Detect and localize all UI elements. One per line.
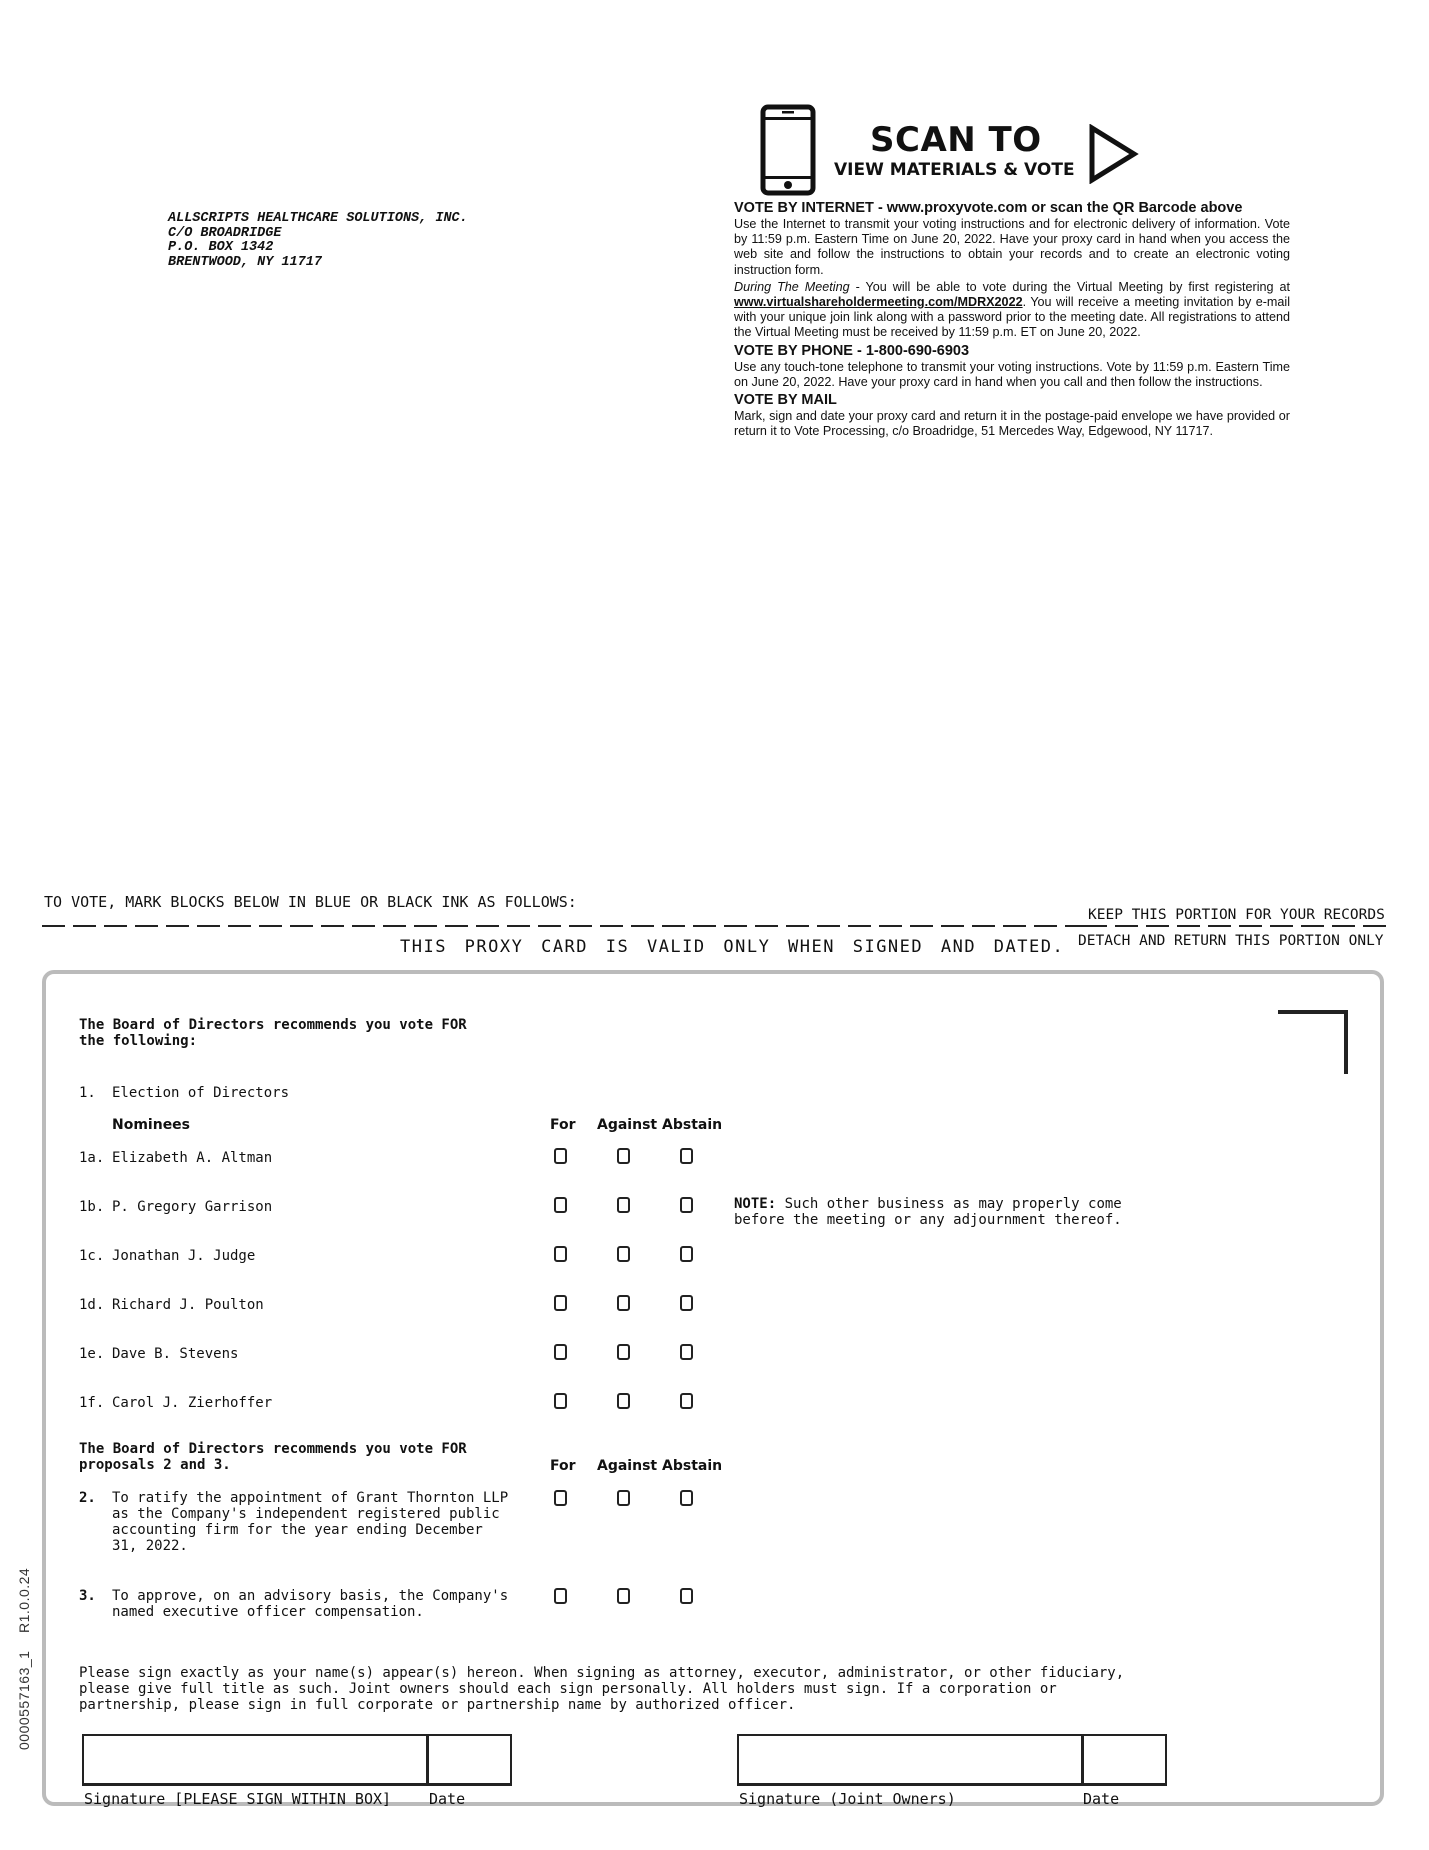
proposal-line: To approve, on an advisory basis, the Company's — [112, 1588, 509, 1604]
sign-instruction-line: Please sign exactly as your name(s) appear(s) hereon. When signing as attorney, executor, administrator, or other fiduciary, — [79, 1665, 1125, 1681]
corner-registration-mark — [1278, 1010, 1348, 1074]
proposal-line: accounting firm for the year ending December — [112, 1522, 483, 1538]
proposal-3-text — [112, 1588, 508, 1620]
nominee-1d-against-checkbox[interactable] — [617, 1295, 630, 1311]
board-rec-line: The Board of Directors recommends you vote FOR — [79, 1017, 467, 1033]
board-rec-line: the following: — [79, 1033, 198, 1049]
meeting-lead: During The Meeting — [734, 279, 850, 294]
mark-instructions: TO VOTE, MARK BLOCKS BELOW IN BLUE OR BLACK INK AS FOLLOWS: — [44, 893, 577, 911]
nominee-1a-for-checkbox[interactable] — [554, 1148, 567, 1164]
meeting-text-2: . You will receive a meeting invitation by e-mail with your unique join link along with a password prior to the meeting date. All registrations to attend the Virtual Meeting must be received by 11:59 p.m. ET on June 20, 2022. — [734, 295, 1290, 340]
signature-label: Signature [PLEASE SIGN WITHIN BOX] — [84, 1790, 392, 1808]
play-arrow-icon — [1088, 124, 1140, 184]
sign-instruction-line: please give full title as such. Joint owners should each sign personally. All holders must sign. If a corporation or — [79, 1681, 1057, 1697]
address-line: C/O BROADRIDGE — [168, 225, 282, 241]
item-1-label: Election of Directors — [112, 1085, 290, 1101]
board-rec-line: The Board of Directors recommends you vote FOR — [79, 1441, 467, 1457]
joint-date-label: Date — [1083, 1790, 1120, 1808]
scan-title: SCAN TO — [870, 120, 1042, 160]
nominee-1b-against-checkbox[interactable] — [617, 1197, 630, 1213]
nominee-1f-against-checkbox[interactable] — [617, 1393, 630, 1409]
nominee-1d-abstain-checkbox[interactable] — [680, 1295, 693, 1311]
proposal-3-for-checkbox[interactable] — [554, 1588, 567, 1604]
document-control-code: 0000557163_1 R1.0.0.24 — [16, 1567, 32, 1750]
nominee-1c-abstain-checkbox[interactable] — [680, 1246, 693, 1262]
address-line: P.O. BOX 1342 — [168, 240, 274, 255]
col-abstain-header: Abstain — [662, 1458, 723, 1474]
item-1-number: 1. — [79, 1085, 96, 1101]
note-label: NOTE: — [734, 1196, 777, 1212]
vote-internet-text: Use the Internet to transmit your voting instructions and for electronic delivery of information. Vote by 11:59 p.m. Eastern Time on June 20, 2022. Have your proxy card in hand when you access the web site and follow the instructions to obtain your records and to create an electronic voting instruction form. — [734, 217, 1290, 277]
nominee-1b-for-checkbox[interactable] — [554, 1197, 567, 1213]
virtual-meeting-link[interactable]: www.virtualshareholdermeeting.com/MDRX2022 — [734, 295, 1023, 310]
nominees-header: Nominees — [112, 1117, 191, 1133]
nominee-name: Jonathan J. Judge — [112, 1248, 256, 1264]
nominee-1a-abstain-checkbox[interactable] — [680, 1148, 693, 1164]
address-line: BRENTWOOD, NY 11717 — [168, 254, 322, 270]
board-rec-line: proposals 2 and 3. — [79, 1457, 231, 1473]
nominee-id: 1c. — [79, 1248, 105, 1264]
nominee-1e-for-checkbox[interactable] — [554, 1344, 567, 1360]
nominee-id: 1f. — [79, 1395, 105, 1411]
keep-portion-line — [1084, 925, 1390, 927]
nominee-id: 1d. — [79, 1297, 105, 1313]
scan-to-vote-banner — [760, 104, 1150, 196]
nominee-1b-abstain-checkbox[interactable] — [680, 1197, 693, 1213]
nominee-1e-abstain-checkbox[interactable] — [680, 1344, 693, 1360]
scan-subtitle: VIEW MATERIALS & VOTE — [834, 160, 1075, 180]
proposal-line: named executive officer compensation. — [112, 1604, 424, 1620]
note-block — [734, 1196, 1122, 1228]
vote-meeting-text — [734, 280, 1290, 341]
joint-signature-label: Signature (Joint Owners) — [739, 1790, 956, 1808]
nominee-name: Richard J. Poulton — [112, 1297, 264, 1313]
vote-phone-text: Use any touch-tone telephone to transmit your voting instructions. Vote by 11:59 p.m. Eastern Time on June 20, 2022. Have your proxy card in hand when you call and then follow the instructions. — [734, 359, 1290, 389]
nominee-1c-for-checkbox[interactable] — [554, 1246, 567, 1262]
col-for-header: For — [550, 1117, 576, 1133]
nominee-name: P. Gregory Garrison — [112, 1199, 273, 1215]
nominee-1f-for-checkbox[interactable] — [554, 1393, 567, 1409]
proposal-2-text — [112, 1490, 508, 1554]
nominee-id: 1b. — [79, 1199, 105, 1215]
vote-mail-heading: VOTE BY MAIL — [734, 392, 837, 409]
nominee-name: Dave B. Stevens — [112, 1346, 239, 1362]
nominee-name: Carol J. Zierhoffer — [112, 1395, 273, 1411]
nominee-1d-for-checkbox[interactable] — [554, 1295, 567, 1311]
proposal-3-against-checkbox[interactable] — [617, 1588, 630, 1604]
nominee-name: Elizabeth A. Altman — [112, 1150, 273, 1166]
joint-signature-box[interactable] — [737, 1734, 1083, 1786]
nominee-1c-against-checkbox[interactable] — [617, 1246, 630, 1262]
col-against-header: Against — [597, 1117, 658, 1133]
proposal-2-abstain-checkbox[interactable] — [680, 1490, 693, 1506]
col-for-header: For — [550, 1458, 576, 1474]
note-text: before the meeting or any adjournment thereof. — [734, 1212, 1122, 1228]
keep-portion-label: KEEP THIS PORTION FOR YOUR RECORDS — [1088, 907, 1385, 923]
proposal-2-for-checkbox[interactable] — [554, 1490, 567, 1506]
signature-box[interactable] — [82, 1734, 428, 1786]
board-recommendation-2 — [79, 1441, 467, 1473]
proposal-2-number: 2. — [79, 1490, 96, 1506]
proposal-line: To ratify the appointment of Grant Thornton LLP — [112, 1490, 509, 1506]
vote-mail-text: Mark, sign and date your proxy card and return it in the postage-paid envelope we have provided or return it to Vote Processing, c/o Broadridge, 51 Mercedes Way, Edgewood, NY 11717. — [734, 409, 1290, 439]
proposal-line: as the Company's independent registered public — [112, 1506, 500, 1522]
col-against-header: Against — [597, 1458, 658, 1474]
sign-instruction-line: partnership, please sign in full corporate or partnership name by authorized officer. — [79, 1697, 796, 1713]
proposal-3-number: 3. — [79, 1588, 96, 1604]
meeting-text-1: - You will be able to vote during the Virtual Meeting by first registering at — [849, 279, 1290, 294]
proposal-line: 31, 2022. — [112, 1538, 188, 1554]
detach-portion-label: DETACH AND RETURN THIS PORTION ONLY — [1078, 933, 1384, 949]
smartphone-icon — [760, 104, 816, 196]
nominee-id: 1a. — [79, 1150, 105, 1166]
note-text: Such other business as may properly come — [776, 1196, 1122, 1212]
sign-instructions — [79, 1665, 1179, 1713]
nominee-1e-against-checkbox[interactable] — [617, 1344, 630, 1360]
nominee-1a-against-checkbox[interactable] — [617, 1148, 630, 1164]
proposal-3-abstain-checkbox[interactable] — [680, 1588, 693, 1604]
vote-internet-heading: VOTE BY INTERNET - www.proxyvote.com or scan the QR Barcode above — [734, 200, 1243, 216]
col-abstain-header: Abstain — [662, 1117, 723, 1133]
signature-date-box[interactable] — [427, 1734, 512, 1786]
address-line: ALLSCRIPTS HEALTHCARE SOLUTIONS, INC. — [168, 211, 468, 226]
proposal-2-against-checkbox[interactable] — [617, 1490, 630, 1506]
board-recommendation-1 — [79, 1017, 467, 1049]
joint-date-box[interactable] — [1082, 1734, 1167, 1786]
nominee-id: 1e. — [79, 1346, 105, 1362]
date-label: Date — [429, 1790, 466, 1808]
proxy-valid-note: THIS PROXY CARD IS VALID ONLY WHEN SIGNED AND DATED. — [400, 937, 1065, 957]
vote-phone-heading: VOTE BY PHONE - 1-800-690-6903 — [734, 342, 970, 359]
sender-address — [168, 212, 468, 270]
nominee-1f-abstain-checkbox[interactable] — [680, 1393, 693, 1409]
voting-instructions — [734, 200, 1290, 441]
detach-line — [42, 925, 1084, 927]
note-line-1 — [734, 1196, 1122, 1212]
